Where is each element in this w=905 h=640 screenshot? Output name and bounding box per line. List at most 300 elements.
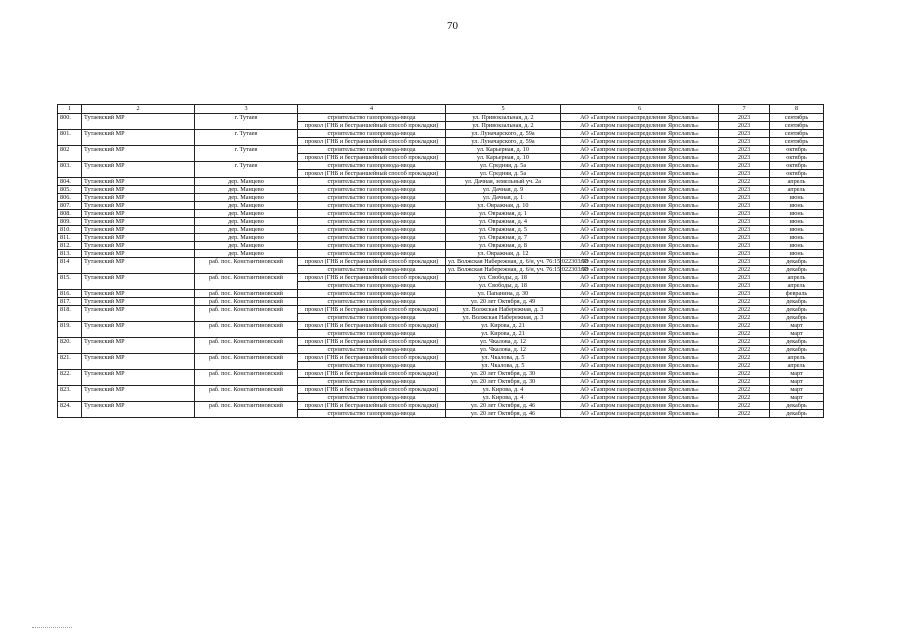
month-cell: март bbox=[770, 386, 824, 394]
address-cell: ул. Овражная, д. 5 bbox=[446, 226, 561, 234]
entry-number: 809. bbox=[58, 218, 82, 226]
entry-number: 824. bbox=[58, 402, 82, 418]
year-cell: 2023 bbox=[719, 170, 770, 178]
year-cell: 2023 bbox=[719, 114, 770, 122]
month-cell: июнь bbox=[770, 202, 824, 210]
district-cell: Тутаевский МР bbox=[82, 274, 195, 290]
year-cell: 2023 bbox=[719, 210, 770, 218]
work-type-cell: строительство газопровода-ввода bbox=[298, 266, 446, 274]
entry-number: 806. bbox=[58, 194, 82, 202]
address-cell: ул. Кирова, д. 21 bbox=[446, 330, 561, 338]
month-cell: декабрь bbox=[770, 314, 824, 322]
district-cell: Тутаевский МР bbox=[82, 234, 195, 242]
month-cell: сентябрь bbox=[770, 138, 824, 146]
year-cell: 2023 bbox=[719, 130, 770, 138]
contractor-cell: АО «Газпром газораспределение Ярославль» bbox=[561, 314, 719, 322]
header-row bbox=[58, 105, 824, 114]
district-cell: Тутаевский МР bbox=[82, 146, 195, 162]
month-cell: июнь bbox=[770, 250, 824, 258]
work-type-cell: прокол (ГНБ и бестраншейный способ прокладки) bbox=[298, 370, 446, 378]
month-cell: апрель bbox=[770, 282, 824, 290]
work-type-cell: прокол (ГНБ и бестраншейный способ прокладки) bbox=[298, 402, 446, 410]
address-cell: ул. Луначарского, д. 59а bbox=[446, 138, 561, 146]
year-cell: 2023 bbox=[719, 282, 770, 290]
address-cell: ул. Овражная, д. 12 bbox=[446, 250, 561, 258]
address-cell: ул. Привокзальная, д. 2 bbox=[446, 114, 561, 122]
month-cell: декабрь bbox=[770, 298, 824, 306]
contractor-cell: АО «Газпром газораспределение Ярославль» bbox=[561, 170, 719, 178]
district-cell: Тутаевский МР bbox=[82, 114, 195, 130]
month-cell: март bbox=[770, 378, 824, 386]
work-type-cell: строительство газопровода-ввода bbox=[298, 186, 446, 194]
address-cell: ул. Карьерная, д. 10 bbox=[446, 154, 561, 162]
entry-number: 817. bbox=[58, 298, 82, 306]
month-cell: июнь bbox=[770, 242, 824, 250]
district-cell: Тутаевский МР bbox=[82, 130, 195, 146]
work-type-cell: строительство газопровода-ввода bbox=[298, 314, 446, 322]
address-cell: ул. Волжская Набережная, д. 6/н, уч. 76:15:022303:58 bbox=[446, 266, 561, 274]
month-cell: апрель bbox=[770, 354, 824, 362]
work-type-cell: строительство газопровода-ввода bbox=[298, 130, 446, 138]
work-type-cell: строительство газопровода-ввода bbox=[298, 378, 446, 386]
year-cell: 2023 bbox=[719, 274, 770, 282]
scan-artifact bbox=[32, 627, 72, 628]
settlement-cell: дер. Манцево bbox=[195, 210, 298, 218]
work-type-cell: прокол (ГНБ и бестраншейный способ прокладки) bbox=[298, 258, 446, 266]
year-cell: 2023 bbox=[719, 226, 770, 234]
work-type-cell: прокол (ГНБ и бестраншейный способ прокладки) bbox=[298, 354, 446, 362]
contractor-cell: АО «Газпром газораспределение Ярославль» bbox=[561, 410, 719, 418]
entry-number: 821. bbox=[58, 354, 82, 370]
table-row bbox=[58, 402, 824, 410]
contractor-cell: АО «Газпром газораспределение Ярославль» bbox=[561, 154, 719, 162]
year-cell: 2022 bbox=[719, 306, 770, 314]
contractor-cell: АО «Газпром газораспределение Ярославль» bbox=[561, 242, 719, 250]
entry-number: 800. bbox=[58, 114, 82, 130]
work-type-cell: строительство газопровода-ввода bbox=[298, 242, 446, 250]
work-type-cell: строительство газопровода-ввода bbox=[298, 162, 446, 170]
work-type-cell: строительство газопровода-ввода bbox=[298, 178, 446, 186]
contractor-cell: АО «Газпром газораспределение Ярославль» bbox=[561, 274, 719, 282]
work-type-cell: прокол (ГНБ и бестраншейный способ прокладки) bbox=[298, 138, 446, 146]
table-row bbox=[58, 130, 824, 138]
address-cell: ул. Чкалова, д. 5 bbox=[446, 354, 561, 362]
table-row bbox=[58, 338, 824, 346]
settlement-cell: г. Тутаев bbox=[195, 146, 298, 162]
month-cell: март bbox=[770, 322, 824, 330]
settlement-cell: раб. пос. Константиновский bbox=[195, 402, 298, 418]
entry-number: 815. bbox=[58, 274, 82, 290]
work-type-cell: строительство газопровода-ввода bbox=[298, 202, 446, 210]
column-header: 2 bbox=[82, 105, 195, 114]
district-cell: Тутаевский МР bbox=[82, 178, 195, 186]
month-cell: апрель bbox=[770, 274, 824, 282]
contractor-cell: АО «Газпром газораспределение Ярославль» bbox=[561, 378, 719, 386]
work-type-cell: строительство газопровода-ввода bbox=[298, 226, 446, 234]
address-cell: ул. Чкалова, д. 12 bbox=[446, 346, 561, 354]
contractor-cell: АО «Газпром газораспределение Ярославль» bbox=[561, 122, 719, 130]
contractor-cell: АО «Газпром газораспределение Ярославль» bbox=[561, 266, 719, 274]
month-cell: июнь bbox=[770, 194, 824, 202]
year-cell: 2023 bbox=[719, 258, 770, 266]
work-type-cell: строительство газопровода-ввода bbox=[298, 330, 446, 338]
column-header: 1 bbox=[58, 105, 82, 114]
table-row bbox=[58, 114, 824, 122]
address-cell: ул. Овражная, д. 1 bbox=[446, 210, 561, 218]
contractor-cell: АО «Газпром газораспределение Ярославль» bbox=[561, 186, 719, 194]
contractor-cell: АО «Газпром газораспределение Ярославль» bbox=[561, 250, 719, 258]
address-cell: ул. Дачная, д. 1 bbox=[446, 194, 561, 202]
contractor-cell: АО «Газпром газораспределение Ярославль» bbox=[561, 114, 719, 122]
contractor-cell: АО «Газпром газораспределение Ярославль» bbox=[561, 346, 719, 354]
work-type-cell: строительство газопровода-ввода bbox=[298, 298, 446, 306]
year-cell: 2022 bbox=[719, 314, 770, 322]
address-cell: ул. Кирова, д. 4 bbox=[446, 386, 561, 394]
settlement-cell: раб. пос. Константиновский bbox=[195, 290, 298, 298]
address-cell: ул. Дачная, д. 9 bbox=[446, 186, 561, 194]
address-cell: ул. Овражная, д. 8 bbox=[446, 242, 561, 250]
address-cell: ул. Дачная, земельный уч. 2а bbox=[446, 178, 561, 186]
settlement-cell: раб. пос. Константиновский bbox=[195, 386, 298, 402]
year-cell: 2023 bbox=[719, 234, 770, 242]
month-cell: март bbox=[770, 394, 824, 402]
work-type-cell: строительство газопровода-ввода bbox=[298, 410, 446, 418]
year-cell: 2022 bbox=[719, 266, 770, 274]
work-type-cell: строительство газопровода-ввода bbox=[298, 234, 446, 242]
entry-number: 801. bbox=[58, 130, 82, 146]
table-row bbox=[58, 178, 824, 186]
address-cell: ул. 20 лет Октября, д. 49 bbox=[446, 298, 561, 306]
month-cell: апрель bbox=[770, 362, 824, 370]
table-row bbox=[58, 202, 824, 210]
contractor-cell: АО «Газпром газораспределение Ярославль» bbox=[561, 194, 719, 202]
table-row bbox=[58, 146, 824, 154]
settlement-cell: раб. пос. Константиновский bbox=[195, 370, 298, 386]
contractor-cell: АО «Газпром газораспределение Ярославль» bbox=[561, 370, 719, 378]
contractor-cell: АО «Газпром газораспределение Ярославль» bbox=[561, 290, 719, 298]
district-cell: Тутаевский МР bbox=[82, 370, 195, 386]
entry-number: 818. bbox=[58, 306, 82, 322]
year-cell: 2022 bbox=[719, 322, 770, 330]
table-row bbox=[58, 370, 824, 378]
month-cell: апрель bbox=[770, 186, 824, 194]
address-cell: ул. 20 лет Октября, д. 46 bbox=[446, 402, 561, 410]
year-cell: 2023 bbox=[719, 242, 770, 250]
settlement-cell: раб. пос. Константиновский bbox=[195, 274, 298, 290]
settlement-cell: дер. Манцево bbox=[195, 218, 298, 226]
entry-number: 814 bbox=[58, 258, 82, 274]
contractor-cell: АО «Газпром газораспределение Ярославль» bbox=[561, 162, 719, 170]
entry-number: 813. bbox=[58, 250, 82, 258]
address-cell: ул. Средняя, д. 5а bbox=[446, 162, 561, 170]
address-cell: ул. Луначарского, д. 59а bbox=[446, 130, 561, 138]
year-cell: 2023 bbox=[719, 122, 770, 130]
year-cell: 2023 bbox=[719, 146, 770, 154]
work-type-cell: строительство газопровода-ввода bbox=[298, 114, 446, 122]
month-cell: декабрь bbox=[770, 258, 824, 266]
month-cell: июнь bbox=[770, 234, 824, 242]
district-cell: Тутаевский МР bbox=[82, 306, 195, 322]
work-type-cell: строительство газопровода-ввода bbox=[298, 146, 446, 154]
district-cell: Тутаевский МР bbox=[82, 186, 195, 194]
month-cell: июнь bbox=[770, 218, 824, 226]
contractor-cell: АО «Газпром газораспределение Ярославль» bbox=[561, 258, 719, 266]
year-cell: 2022 bbox=[719, 378, 770, 386]
month-cell: сентябрь bbox=[770, 122, 824, 130]
contractor-cell: АО «Газпром газораспределение Ярославль» bbox=[561, 354, 719, 362]
contractor-cell: АО «Газпром газораспределение Ярославль» bbox=[561, 394, 719, 402]
month-cell: март bbox=[770, 370, 824, 378]
month-cell: декабрь bbox=[770, 338, 824, 346]
work-type-cell: строительство газопровода-ввода bbox=[298, 218, 446, 226]
contractor-cell: АО «Газпром газораспределение Ярославль» bbox=[561, 306, 719, 314]
district-cell: Тутаевский МР bbox=[82, 194, 195, 202]
column-header: 8 bbox=[770, 105, 824, 114]
work-type-cell: прокол (ГНБ и бестраншейный способ прокладки) bbox=[298, 170, 446, 178]
entry-number: 808. bbox=[58, 210, 82, 218]
entry-number: 802 bbox=[58, 146, 82, 162]
entry-number: 804. bbox=[58, 178, 82, 186]
district-cell: Тутаевский МР bbox=[82, 242, 195, 250]
year-cell: 2022 bbox=[719, 386, 770, 394]
table-body bbox=[58, 114, 824, 418]
district-cell: Тутаевский МР bbox=[82, 402, 195, 418]
month-cell: июнь bbox=[770, 210, 824, 218]
year-cell: 2022 bbox=[719, 370, 770, 378]
work-type-cell: прокол (ГНБ и бестраншейный способ прокладки) bbox=[298, 306, 446, 314]
settlement-cell: дер. Манцево bbox=[195, 250, 298, 258]
year-cell: 2022 bbox=[719, 338, 770, 346]
table-row bbox=[58, 162, 824, 170]
district-cell: Тутаевский МР bbox=[82, 210, 195, 218]
settlement-cell: раб. пос. Константиновский bbox=[195, 322, 298, 338]
year-cell: 2022 bbox=[719, 394, 770, 402]
month-cell: октябрь bbox=[770, 170, 824, 178]
year-cell: 2023 bbox=[719, 138, 770, 146]
entry-number: 810. bbox=[58, 226, 82, 234]
contractor-cell: АО «Газпром газораспределение Ярославль» bbox=[561, 330, 719, 338]
entry-number: 820. bbox=[58, 338, 82, 354]
table-row bbox=[58, 242, 824, 250]
settlement-cell: раб. пос. Константиновский bbox=[195, 354, 298, 370]
settlement-cell: дер. Манцево bbox=[195, 202, 298, 210]
year-cell: 2022 bbox=[719, 178, 770, 186]
settlement-cell: дер. Манцево bbox=[195, 186, 298, 194]
work-type-cell: строительство газопровода-ввода bbox=[298, 210, 446, 218]
entry-number: 816. bbox=[58, 290, 82, 298]
work-type-cell: строительство газопровода-ввода bbox=[298, 394, 446, 402]
month-cell: октябрь bbox=[770, 162, 824, 170]
table-row bbox=[58, 186, 824, 194]
district-cell: Тутаевский МР bbox=[82, 354, 195, 370]
address-cell: ул. Чкалова, д. 5 bbox=[446, 362, 561, 370]
address-cell: ул. Овражная, д. 10 bbox=[446, 202, 561, 210]
district-cell: Тутаевский МР bbox=[82, 290, 195, 298]
address-cell: ул. Волжская Набережная, д. 3 bbox=[446, 306, 561, 314]
year-cell: 2023 bbox=[719, 154, 770, 162]
month-cell: декабрь bbox=[770, 266, 824, 274]
column-header: 4 bbox=[298, 105, 446, 114]
work-type-cell: прокол (ГНБ и бестраншейный способ прокладки) bbox=[298, 338, 446, 346]
district-cell: Тутаевский МР bbox=[82, 338, 195, 354]
year-cell: 2022 bbox=[719, 346, 770, 354]
month-cell: октябрь bbox=[770, 154, 824, 162]
district-cell: Тутаевский МР bbox=[82, 250, 195, 258]
table-row bbox=[58, 298, 824, 306]
address-cell: ул. Кирова, д. 4 bbox=[446, 394, 561, 402]
month-cell: декабрь bbox=[770, 410, 824, 418]
year-cell: 2023 bbox=[719, 162, 770, 170]
year-cell: 2023 bbox=[719, 290, 770, 298]
table-row bbox=[58, 226, 824, 234]
table-row bbox=[58, 194, 824, 202]
year-cell: 2022 bbox=[719, 362, 770, 370]
settlement-cell: раб. пос. Константиновский bbox=[195, 306, 298, 322]
contractor-cell: АО «Газпром газораспределение Ярославль» bbox=[561, 362, 719, 370]
work-type-cell: строительство газопровода-ввода bbox=[298, 250, 446, 258]
settlement-cell: г. Тутаев bbox=[195, 114, 298, 130]
table-row bbox=[58, 274, 824, 282]
address-cell: ул. Кирова, д. 21 bbox=[446, 322, 561, 330]
entry-number: 812. bbox=[58, 242, 82, 250]
month-cell: март bbox=[770, 330, 824, 338]
contractor-cell: АО «Газпром газораспределение Ярославль» bbox=[561, 402, 719, 410]
column-header: 3 bbox=[195, 105, 298, 114]
work-type-cell: прокол (ГНБ и бестраншейный способ прокладки) bbox=[298, 274, 446, 282]
address-cell: ул. Средняя, д. 5а bbox=[446, 170, 561, 178]
contractor-cell: АО «Газпром газораспределение Ярославль» bbox=[561, 298, 719, 306]
year-cell: 2023 bbox=[719, 194, 770, 202]
year-cell: 2023 bbox=[719, 250, 770, 258]
settlement-cell: раб. пос. Константиновский bbox=[195, 338, 298, 354]
work-type-cell: прокол (ГНБ и бестраншейный способ прокладки) bbox=[298, 122, 446, 130]
contractor-cell: АО «Газпром газораспределение Ярославль» bbox=[561, 282, 719, 290]
table-row bbox=[58, 250, 824, 258]
settlement-cell: дер. Манцево bbox=[195, 226, 298, 234]
settlement-cell: дер. Манцево bbox=[195, 194, 298, 202]
table-row bbox=[58, 218, 824, 226]
address-cell: ул. Волжская Набережная, д. 6/н, уч. 76:15:022303:58 bbox=[446, 258, 561, 266]
address-cell: ул. Карьерная, д. 10 bbox=[446, 146, 561, 154]
contractor-cell: АО «Газпром газораспределение Ярославль» bbox=[561, 218, 719, 226]
month-cell: декабрь bbox=[770, 346, 824, 354]
contractor-cell: АО «Газпром газораспределение Ярославль» bbox=[561, 210, 719, 218]
settlement-cell: г. Тутаев bbox=[195, 162, 298, 178]
district-cell: Тутаевский МР bbox=[82, 218, 195, 226]
work-type-cell: строительство газопровода-ввода bbox=[298, 346, 446, 354]
column-header: 7 bbox=[719, 105, 770, 114]
month-cell: декабрь bbox=[770, 402, 824, 410]
settlement-cell: раб. пос. Константиновский bbox=[195, 258, 298, 274]
address-cell: ул. Папанина, д. 30 bbox=[446, 290, 561, 298]
page-number: 70 bbox=[447, 20, 458, 32]
month-cell: апрель bbox=[770, 178, 824, 186]
month-cell: июнь bbox=[770, 226, 824, 234]
address-cell: ул. Волжская Набережная, д. 3 bbox=[446, 314, 561, 322]
entry-number: 803. bbox=[58, 162, 82, 178]
settlement-cell: г. Тутаев bbox=[195, 130, 298, 146]
work-type-cell: прокол (ГНБ и бестраншейный способ прокладки) bbox=[298, 322, 446, 330]
table-row bbox=[58, 258, 824, 266]
district-cell: Тутаевский МР bbox=[82, 258, 195, 274]
address-cell: ул. 20 лет Октября, д. 46 bbox=[446, 410, 561, 418]
month-cell: сентябрь bbox=[770, 114, 824, 122]
contractor-cell: АО «Газпром газораспределение Ярославль» bbox=[561, 138, 719, 146]
year-cell: 2023 bbox=[719, 218, 770, 226]
district-cell: Тутаевский МР bbox=[82, 226, 195, 234]
work-type-cell: прокол (ГНБ и бестраншейный способ прокладки) bbox=[298, 386, 446, 394]
table-row bbox=[58, 210, 824, 218]
year-cell: 2022 bbox=[719, 410, 770, 418]
work-type-cell: прокол (ГНБ и бестраншейный способ прокладки) bbox=[298, 154, 446, 162]
contractor-cell: АО «Газпром газораспределение Ярославль» bbox=[561, 234, 719, 242]
district-cell: Тутаевский МР bbox=[82, 298, 195, 306]
table-row bbox=[58, 234, 824, 242]
address-cell: ул. Свободы, д. 18 bbox=[446, 274, 561, 282]
month-cell: февраль bbox=[770, 290, 824, 298]
year-cell: 2023 bbox=[719, 202, 770, 210]
entry-number: 811. bbox=[58, 234, 82, 242]
district-cell: Тутаевский МР bbox=[82, 202, 195, 210]
district-cell: Тутаевский МР bbox=[82, 386, 195, 402]
work-type-cell: строительство газопровода-ввода bbox=[298, 290, 446, 298]
address-cell: ул. 20 лет Октября, д. 30 bbox=[446, 370, 561, 378]
year-cell: 2023 bbox=[719, 186, 770, 194]
contractor-cell: АО «Газпром газораспределение Ярославль» bbox=[561, 322, 719, 330]
address-cell: ул. Чкалова, д. 12 bbox=[446, 338, 561, 346]
contractor-cell: АО «Газпром газораспределение Ярославль» bbox=[561, 202, 719, 210]
contractor-cell: АО «Газпром газораспределение Ярославль» bbox=[561, 226, 719, 234]
contractor-cell: АО «Газпром газораспределение Ярославль» bbox=[561, 130, 719, 138]
settlement-cell: дер. Манцево bbox=[195, 234, 298, 242]
table-row bbox=[58, 306, 824, 314]
contractor-cell: АО «Газпром газораспределение Ярославль» bbox=[561, 338, 719, 346]
year-cell: 2022 bbox=[719, 330, 770, 338]
settlement-cell: дер. Манцево bbox=[195, 242, 298, 250]
entry-number: 822. bbox=[58, 370, 82, 386]
month-cell: декабрь bbox=[770, 306, 824, 314]
gas-works-table bbox=[57, 104, 824, 418]
work-type-cell: строительство газопровода-ввода bbox=[298, 362, 446, 370]
work-type-cell: строительство газопровода-ввода bbox=[298, 282, 446, 290]
month-cell: октябрь bbox=[770, 146, 824, 154]
year-cell: 2022 bbox=[719, 298, 770, 306]
table-row bbox=[58, 386, 824, 394]
table-row bbox=[58, 322, 824, 330]
entry-number: 807. bbox=[58, 202, 82, 210]
entry-number: 819. bbox=[58, 322, 82, 338]
column-header: 5 bbox=[446, 105, 561, 114]
district-cell: Тутаевский МР bbox=[82, 322, 195, 338]
entry-number: 805. bbox=[58, 186, 82, 194]
year-cell: 2022 bbox=[719, 402, 770, 410]
address-cell: ул. Свободы, д. 18 bbox=[446, 282, 561, 290]
address-cell: ул. Овражная, д. 4 bbox=[446, 218, 561, 226]
district-cell: Тутаевский МР bbox=[82, 162, 195, 178]
settlement-cell: раб. пос. Константиновский bbox=[195, 298, 298, 306]
column-header: 6 bbox=[561, 105, 719, 114]
contractor-cell: АО «Газпром газораспределение Ярославль» bbox=[561, 386, 719, 394]
table-row bbox=[58, 354, 824, 362]
table-row bbox=[58, 290, 824, 298]
address-cell: ул. Овражная, д. 7 bbox=[446, 234, 561, 242]
year-cell: 2022 bbox=[719, 354, 770, 362]
settlement-cell: дер. Манцево bbox=[195, 178, 298, 186]
contractor-cell: АО «Газпром газораспределение Ярославль» bbox=[561, 146, 719, 154]
entry-number: 823. bbox=[58, 386, 82, 402]
contractor-cell: АО «Газпром газораспределение Ярославль» bbox=[561, 178, 719, 186]
address-cell: ул. 20 лет Октября, д. 30 bbox=[446, 378, 561, 386]
